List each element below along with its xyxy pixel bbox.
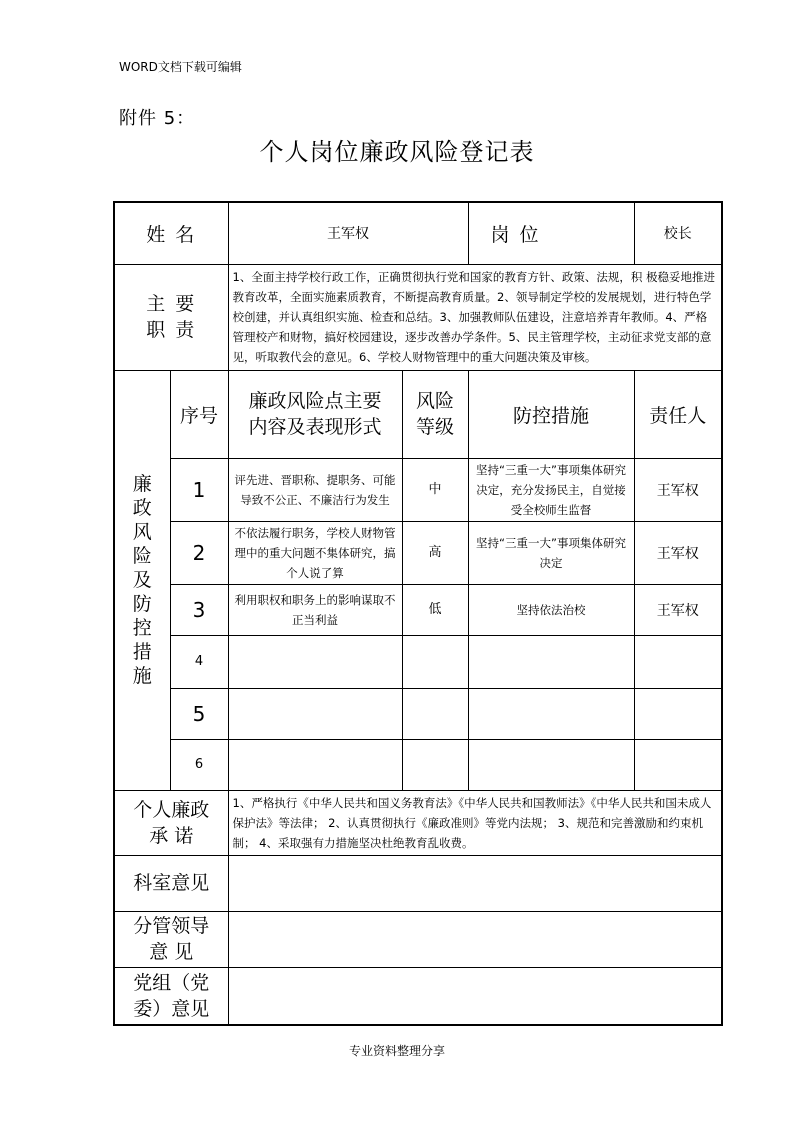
party-opinion-line1: 党组（党: [133, 971, 210, 994]
leader-opinion-label: [114, 911, 228, 967]
risk-person: [634, 688, 722, 739]
header-person: 责任人: [634, 370, 722, 458]
risk-seq: 4: [170, 635, 228, 688]
attachment-label: 附件 5：: [119, 108, 196, 129]
side-label-char: 施: [132, 665, 152, 687]
risk-content: [228, 739, 402, 790]
side-label-char: 险: [132, 545, 152, 567]
risk-side-label: [114, 370, 170, 790]
page-footer: 专业资料整理分享: [348, 1044, 445, 1058]
risk-row: [114, 635, 722, 688]
risk-level: [402, 739, 468, 790]
risk-level: [402, 635, 468, 688]
side-label-char: 控: [132, 617, 152, 639]
promise-label-line1: 个人廉政: [133, 798, 210, 821]
risk-row: [114, 458, 722, 521]
post-label-text: 岗 位: [490, 223, 541, 246]
risk-measure: 坚持“三重一大”事项集体研究决定，充分发扬民主，自觉接受全校师生监督: [468, 458, 634, 521]
side-label-char: 政: [132, 497, 152, 519]
risk-row: [114, 521, 722, 584]
header-content: 廉政风险点主要内容及表现形式: [228, 370, 402, 458]
duties-row: [114, 264, 722, 370]
risk-content: 评先进、晋职称、提职务、可能导致不公正、不廉洁行为发生: [228, 458, 402, 521]
risk-content: [228, 688, 402, 739]
risk-level: 低: [402, 584, 468, 635]
risk-content: 不依法履行职务，学校人财物管理中的重大问题不集体研究，搞个人说了算: [228, 521, 402, 584]
duties-label-line1: 主 要: [146, 293, 197, 315]
risk-seq: 2: [170, 521, 228, 584]
party-opinion-line2: 委）意见: [133, 997, 210, 1020]
risk-level: 中: [402, 458, 468, 521]
header-seq: 序号: [170, 370, 228, 458]
leader-opinion-line2: 意 见: [149, 941, 194, 963]
post-value: 校长: [634, 202, 722, 264]
risk-measure: 坚持依法治校: [468, 584, 634, 635]
risk-person: 王军权: [634, 458, 722, 521]
risk-level: [402, 688, 468, 739]
post-label: [468, 202, 634, 264]
risk-measure: 坚持“三重一大”事项集体研究决定: [468, 521, 634, 584]
side-label-char: 廉: [132, 473, 152, 495]
page-title: 个人岗位廉政风险登记表: [259, 138, 535, 166]
risk-seq: 1: [170, 458, 228, 521]
risk-measure: [468, 688, 634, 739]
risk-content: 利用职权和职务上的影响谋取不正当利益: [228, 584, 402, 635]
leader-opinion-value[interactable]: [228, 911, 722, 967]
dept-opinion-value[interactable]: [228, 855, 722, 911]
risk-seq: 5: [170, 688, 228, 739]
risk-measure: [468, 635, 634, 688]
promise-row: [114, 790, 722, 855]
risk-person: [634, 739, 722, 790]
party-opinion-label: [114, 967, 228, 1025]
duties-label-line2: 职 责: [146, 319, 197, 341]
risk-row: [114, 584, 722, 635]
header-level: 风险等级: [402, 370, 468, 458]
side-label-char: 防: [132, 593, 152, 615]
side-label-char: 措: [132, 641, 152, 663]
risk-row: [114, 688, 722, 739]
dept-opinion-label: 科室意见: [114, 855, 228, 911]
risk-seq: 3: [170, 584, 228, 635]
risk-content: [228, 635, 402, 688]
risk-register-table: [113, 201, 723, 1026]
header-measure: 防控措施: [468, 370, 634, 458]
risk-person: 王军权: [634, 521, 722, 584]
promise-label: [114, 790, 228, 855]
leader-opinion-line1: 分管领导: [133, 915, 210, 937]
side-label-char: 风: [132, 521, 152, 543]
doc-header-watermark: WORD文档下载可编辑: [119, 60, 242, 74]
side-label-char: 及: [132, 569, 152, 591]
name-value: 王军权: [228, 202, 468, 264]
info-row: [114, 202, 722, 264]
duties-label: [114, 264, 228, 370]
party-opinion-value[interactable]: [228, 967, 722, 1025]
promise-text: 1、严格执行《中华人民共和国义务教育法》《中华人民共和国教师法》《中华人民共和国未成人保护法》等法律； 2、认真贯彻执行《廉政准则》等党内法规； 3、规范和完善激励和约束机制； 4、采取强有力措施坚决杜绝教育乱收费。: [228, 790, 722, 855]
duties-text: 1、全面主持学校行政工作，正确贯彻执行党和国家的教育方针、政策、法规，积 极稳妥地推进教育改革，全面实施素质教育，不断提高教育质量。2、领导制定学校的发展规划，进行特色学校创建，并认真组织实施、检查和总结。3、加强教师队伍建设，注意培养青年教师。4、严格管理校产和财物，搞好校园建设，逐步改善办学条件。5、民主管理学校，主动征求党支部的意见，听取教代会的意见。6、学校人财物管理中的重大问题决策及审核。: [228, 264, 722, 370]
party-opinion-row: [114, 967, 722, 1025]
leader-opinion-row: [114, 911, 722, 967]
risk-header-row: [114, 370, 722, 458]
risk-level: 高: [402, 521, 468, 584]
name-label: 姓 名: [114, 202, 228, 264]
risk-row: [114, 739, 722, 790]
promise-label-line2: 承 诺: [149, 824, 194, 847]
risk-person: [634, 635, 722, 688]
risk-seq: 6: [170, 739, 228, 790]
risk-person: 王军权: [634, 584, 722, 635]
dept-opinion-row: [114, 855, 722, 911]
risk-measure: [468, 739, 634, 790]
